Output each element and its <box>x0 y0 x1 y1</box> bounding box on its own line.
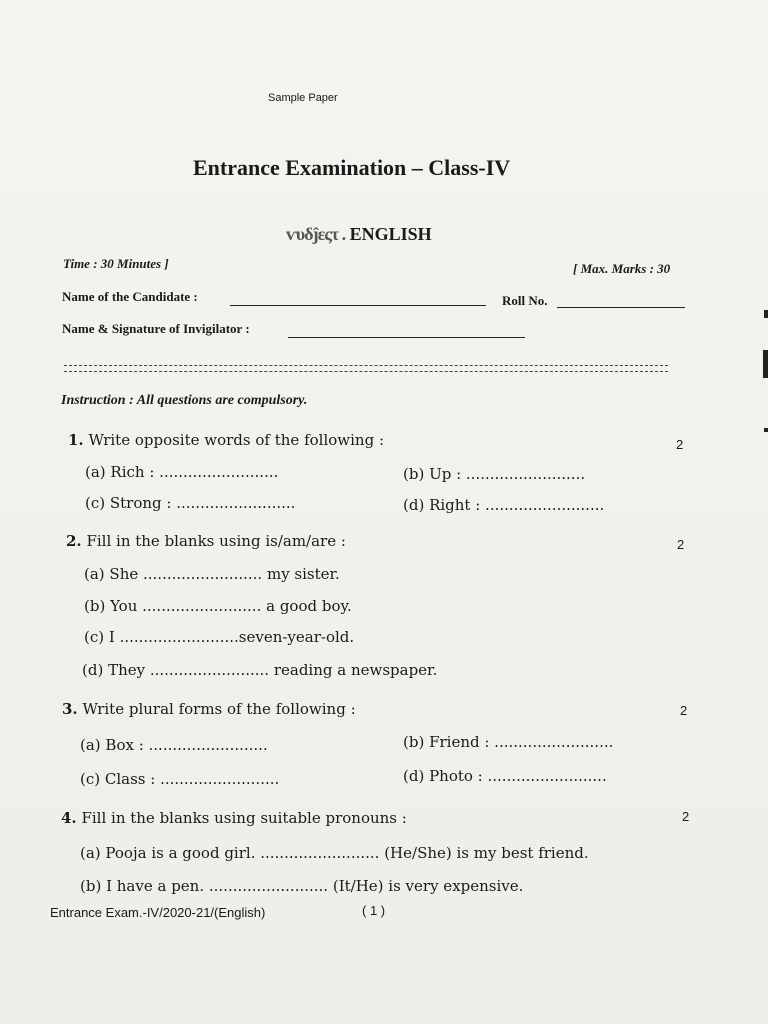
question-4 <box>61 809 407 827</box>
option-b: (b) You ......................... a good boy. <box>84 597 352 615</box>
sample-paper-label: Sample Paper <box>268 92 338 104</box>
question-number: 4. <box>61 809 77 827</box>
subject-line <box>286 224 432 245</box>
question-marks: 2 <box>680 703 688 718</box>
roll-no-label: Roll No. <box>502 293 548 308</box>
question-marks: 2 <box>682 809 690 824</box>
exam-title: Entrance Examination – Class-IV <box>193 155 511 180</box>
edge-mark <box>764 428 768 432</box>
option-b: (b) I have a pen. ......................... (It/He) is very expensive. <box>80 877 524 895</box>
roll-no-field[interactable] <box>557 307 685 308</box>
option-a: (a) Box : ......................... <box>80 736 268 754</box>
time-allowed: Time : 30 Minutes ] <box>63 256 169 271</box>
max-marks: [ Max. Marks : 30 <box>573 261 671 276</box>
option-c: (c) Strong : ......................... <box>85 494 296 512</box>
question-marks: 2 <box>676 437 684 452</box>
option-d: (d) They ......................... reading a newspaper. <box>82 661 438 679</box>
option-c: (c) I .........................seven-year-old. <box>84 628 355 646</box>
option-b: (b) Friend : ......................... <box>403 733 614 751</box>
candidate-name-label: Name of the Candidate : <box>62 289 198 304</box>
candidate-name-field[interactable] <box>230 305 486 306</box>
option-c: (c) Class : ......................... <box>80 770 280 788</box>
option-a: (a) Pooja is a good girl. ......................... (He/She) is my best friend. <box>80 844 589 862</box>
instruction-label: Instruction : <box>61 393 134 408</box>
question-text: Fill in the blanks using is/am/are : <box>86 532 346 550</box>
question-text: Write opposite words of the following : <box>88 431 384 449</box>
question-3 <box>62 700 356 718</box>
question-number: 3. <box>62 700 78 718</box>
instruction-line <box>61 393 307 409</box>
subject-prefix: ѵυδĵεςτ . <box>286 224 346 244</box>
option-d: (d) Photo : ......................... <box>403 767 607 785</box>
option-a: (a) She ......................... my sister. <box>84 565 340 583</box>
footer-exam-code: Entrance Exam.-IV/2020-21/(English) <box>50 905 266 920</box>
question-marks: 2 <box>677 537 685 552</box>
subject-name: ENGLISH <box>349 224 432 244</box>
separator-dashed-bottom <box>64 371 668 372</box>
option-b: (b) Up : ......................... <box>403 465 586 483</box>
invigilator-field[interactable] <box>288 337 525 338</box>
question-text: Fill in the blanks using suitable pronouns : <box>81 809 407 827</box>
footer-page-number: ( 1 ) <box>362 903 386 918</box>
option-d: (d) Right : ......................... <box>403 496 605 514</box>
invigilator-label: Name & Signature of Invigilator : <box>62 321 250 336</box>
edge-mark <box>764 310 768 318</box>
option-a: (a) Rich : ......................... <box>85 463 279 481</box>
edge-mark <box>763 350 768 378</box>
question-number: 2. <box>66 532 82 550</box>
question-1 <box>68 431 384 449</box>
separator-dashed-top <box>64 365 668 366</box>
question-2 <box>66 532 346 550</box>
question-number: 1. <box>68 431 84 449</box>
question-text: Write plural forms of the following : <box>82 700 356 718</box>
instruction-text: All questions are compulsory. <box>136 393 308 408</box>
